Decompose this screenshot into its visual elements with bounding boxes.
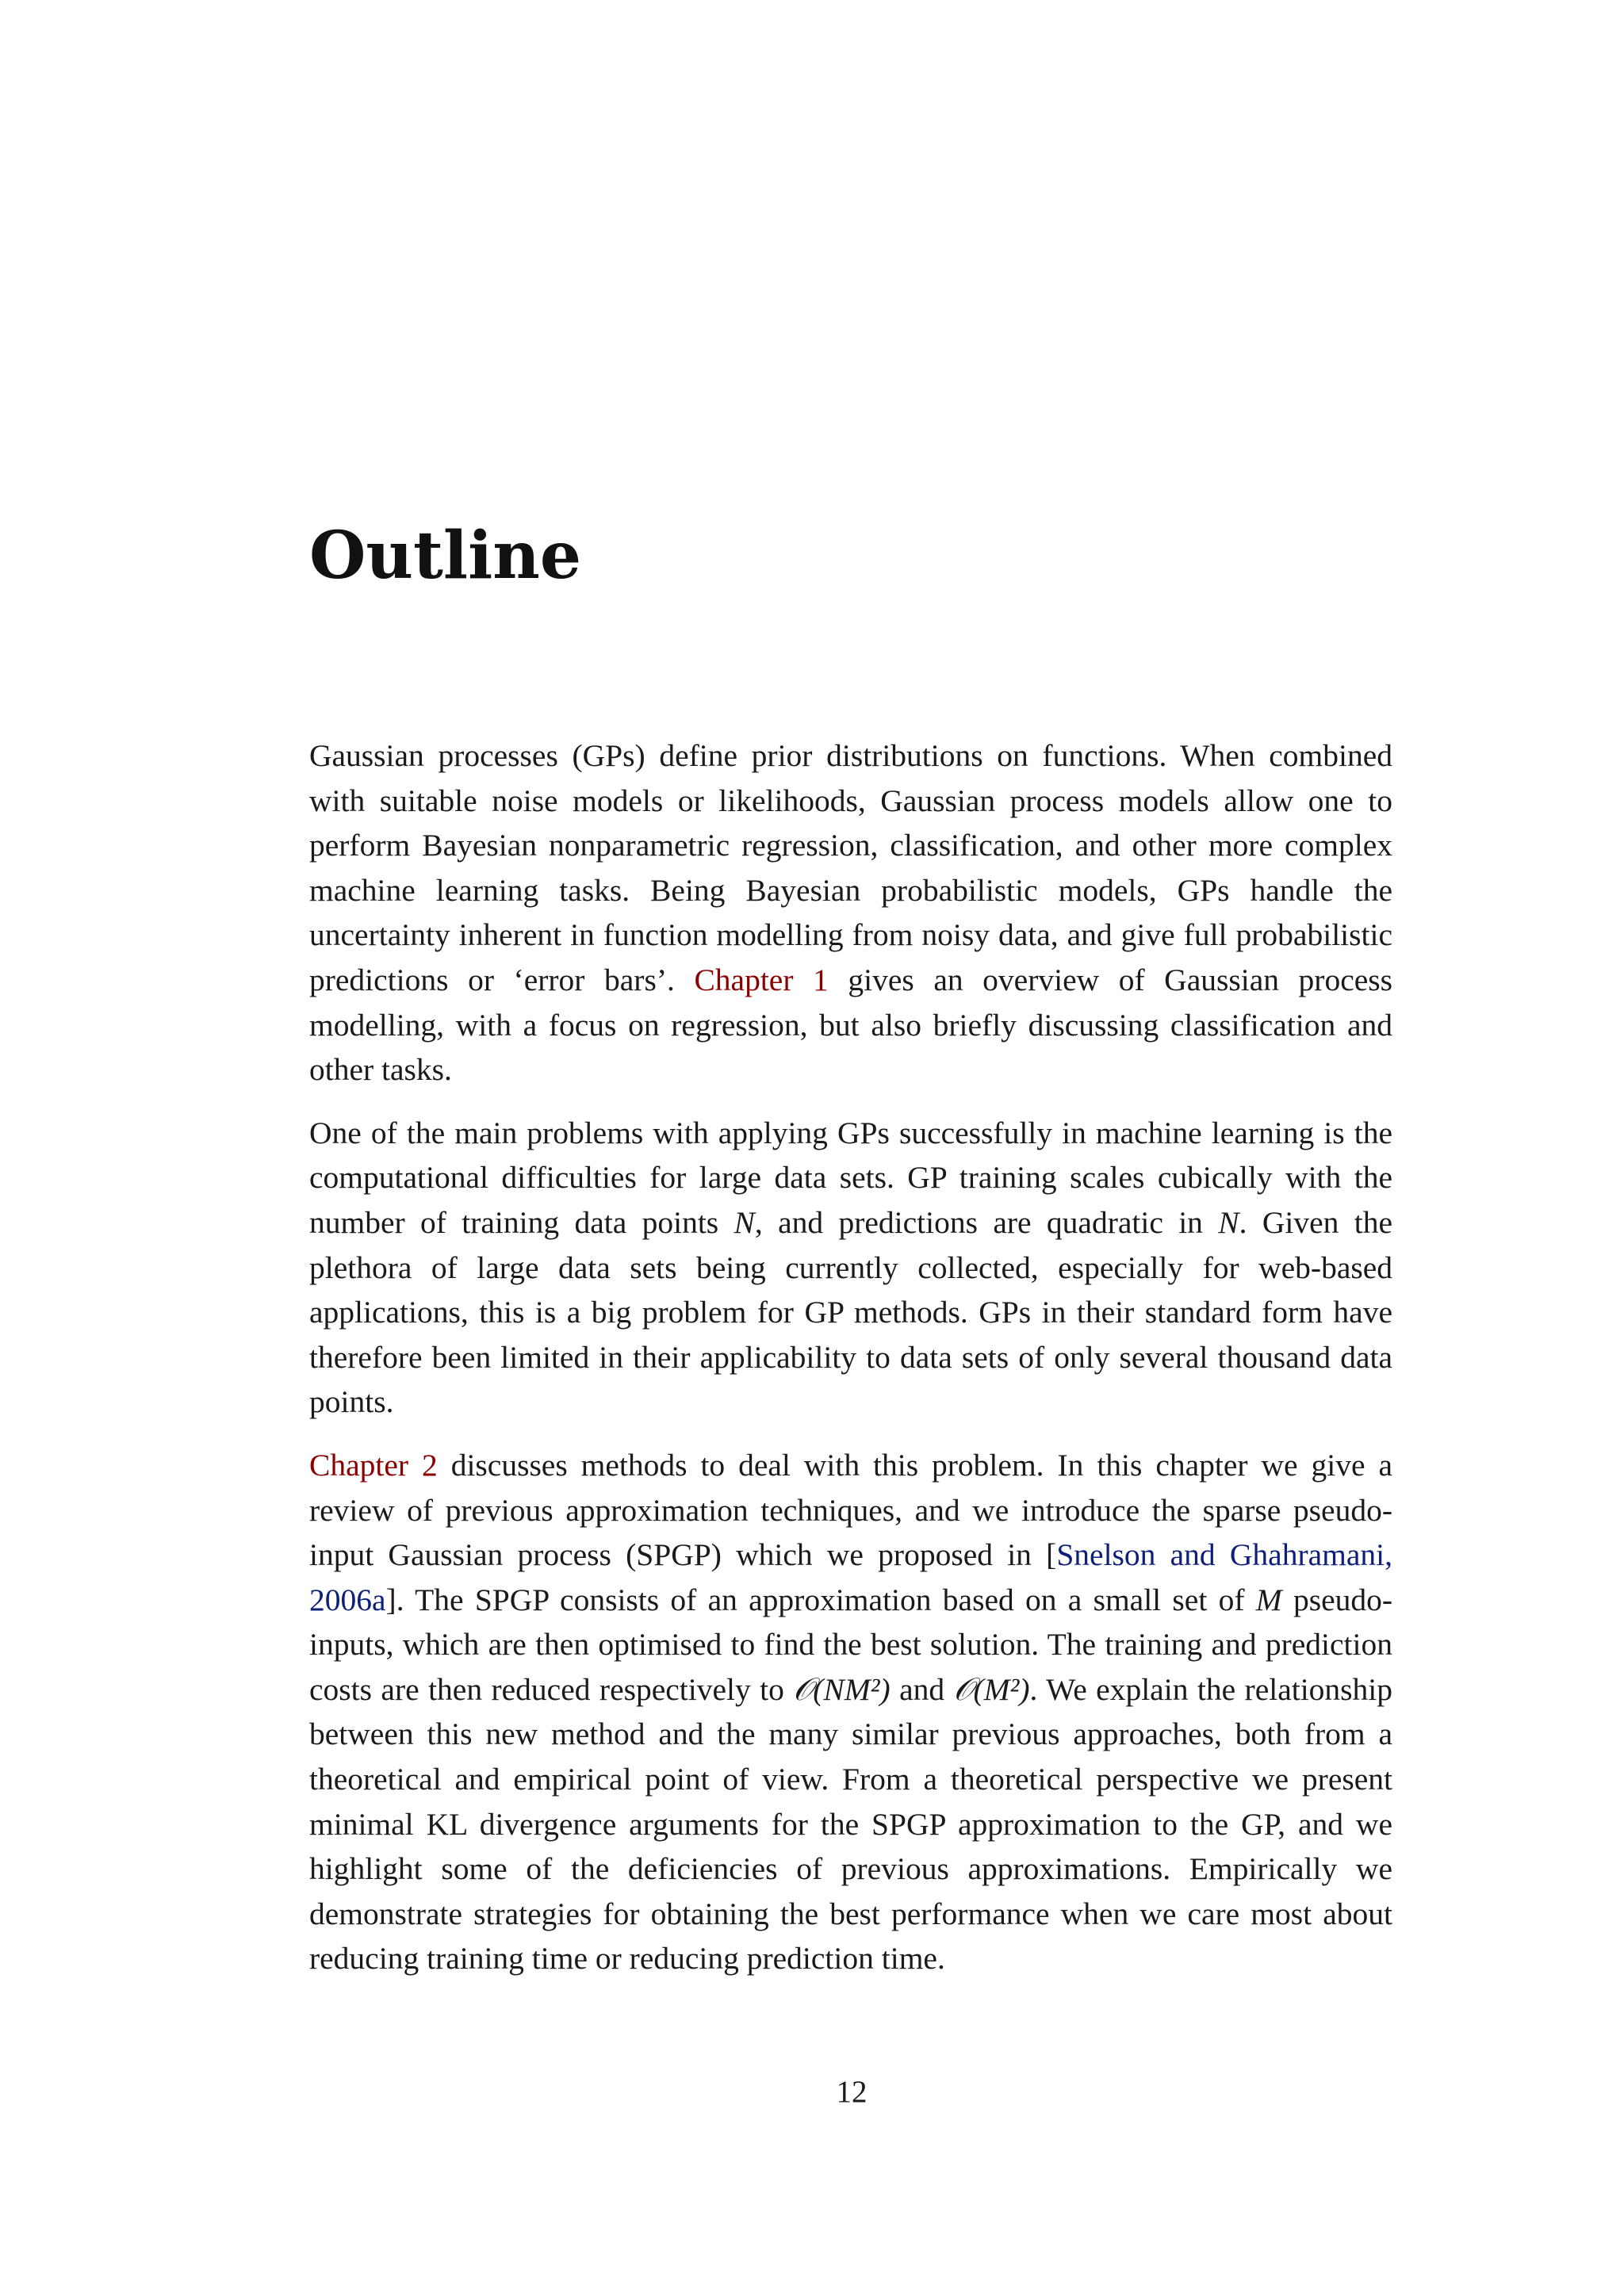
body-text: [309, 733, 1392, 1999]
math-n-2: N: [1218, 1204, 1239, 1240]
math-cost-prediction: 𝒪(M²): [953, 1671, 1030, 1707]
p1-text-a: Gaussian processes (GPs) define prior distributions on functions. When combined with suitable noise models or likelihoods, Gaussian process models allow one to perform Bayesian nonparametric regression, classification, and other more complex machine learning tasks. Being Bayesian probabilistic models, GPs handle the uncertainty inherent in function modelling from noisy data, and give full probabilistic predictions or ‘error bars’.: [309, 738, 1392, 997]
p3-text-b: ]. The SPGP consists of an approximation based on a small set of: [385, 1582, 1245, 1617]
p2-text-b: , and predictions are quadratic in: [754, 1204, 1203, 1240]
p1-text-b: gives an overview of Gaussian process modelling, with a focus on regression, but also briefly discussing classification and other tasks.: [309, 962, 1393, 1088]
p3-and: and: [899, 1671, 945, 1707]
page-number: 12: [836, 2075, 868, 2109]
citation-link[interactable]: Snelson and Ghahramani, 2006a: [309, 1537, 1392, 1617]
chapter-1-link[interactable]: Chapter 1: [694, 962, 829, 997]
math-n-1: N: [733, 1204, 755, 1240]
math-cost-training: 𝒪(NM²): [793, 1671, 891, 1707]
paragraph-3: [309, 1443, 1392, 1981]
chapter-heading: Outline: [309, 518, 582, 594]
math-m: M: [1255, 1582, 1282, 1617]
paragraph-1: [309, 733, 1392, 1093]
chapter-2-link[interactable]: Chapter 2: [309, 1447, 438, 1483]
p3-text-d: . We explain the relationship between this new method and the many similar previous approaches, both from a theoretical and empirical point of view. From a theoretical perspective we present minimal KL divergence arguments for the SPGP approximation to the GP, and we highlight some of the deficiencies of previous approximations. Empirically we demonstrate strategies for obtaining the best performance when we care most about reducing training time or reducing prediction time.: [309, 1671, 1393, 1976]
p2-text-a: One of the main problems with applying GPs successfully in machine learning is the computational difficulties for large data sets. GP training scales cubically with the number of training data points: [309, 1115, 1392, 1240]
p2-text-c: . Given the plethora of large data sets being currently collected, especially for web-based applications, this is a big problem for GP methods. GPs in their standard form have therefore been limited in their applicability to data sets of only several thousand data points.: [309, 1204, 1393, 1420]
paragraph-2: [309, 1111, 1392, 1425]
p3-text-a: discusses methods to deal with this problem. In this chapter we give a review of previous approximation techniques, and we introduce the sparse pseudoinput Gaussian process (SPGP) which we proposed in [: [309, 1447, 1392, 1573]
p3-text-c: pseudoinputs, which are then optimised to find the best solution. The training and prediction costs are then reduced respectively to: [309, 1582, 1393, 1707]
